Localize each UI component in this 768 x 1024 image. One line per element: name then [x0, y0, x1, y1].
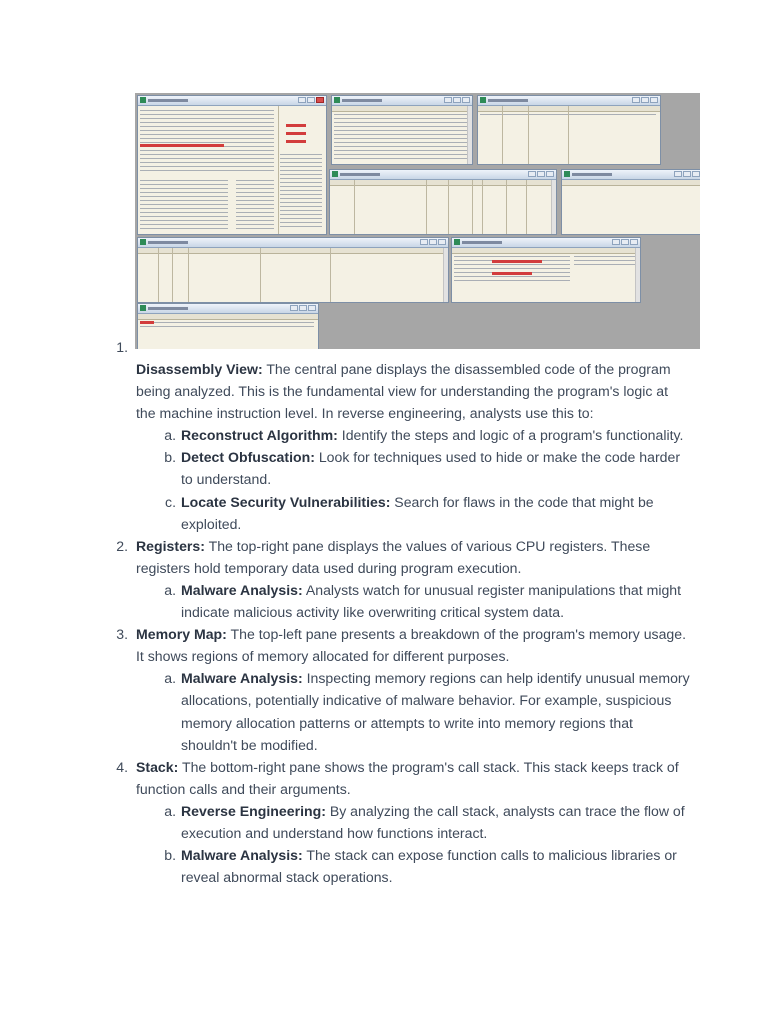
sub-term: Reverse Engineering:	[181, 802, 326, 819]
sub-text: Search for flaws in the code that might be exploited.	[181, 493, 654, 532]
list-item	[111, 336, 691, 535]
sub-letter: a.	[164, 802, 176, 819]
sub-term: Malware Analysis:	[181, 847, 303, 864]
item-number: 4.	[116, 758, 128, 775]
item-body	[136, 535, 691, 579]
item-body	[136, 623, 691, 667]
item-term: Memory Map:	[136, 626, 227, 643]
list-item	[111, 756, 691, 889]
sub-item	[136, 844, 691, 888]
sub-text: Inspecting memory regions can help identify unusual memory allocations, potentially indicative of malware behavior. For example, suspicious memory allocation patterns or attempts to write into memory regions that shouldn't be modified.	[181, 670, 690, 753]
sub-term: Malware Analysis:	[181, 670, 303, 687]
sub-text: By analyzing the call stack, analysts can trace the flow of execution and understand how functions interact.	[181, 802, 685, 841]
item-text: The central pane displays the disassembled code of the program being analyzed. This is the fundamental view for understanding the program's logic at the machine instruction level. In reverse engineering, analysts use this to:	[136, 361, 671, 422]
sub-item	[136, 424, 691, 446]
feature-list	[111, 336, 691, 888]
cpu-window	[137, 95, 327, 235]
handles-window	[137, 237, 449, 303]
item-body	[136, 756, 691, 800]
sub-letter: b.	[164, 449, 176, 466]
item-term: Registers:	[136, 537, 205, 554]
sub-item	[136, 667, 691, 755]
item-term: Disassembly View:	[136, 361, 263, 377]
breakpoints-window	[477, 95, 661, 165]
sub-item	[136, 800, 691, 844]
windows-list-window	[329, 169, 557, 235]
item-term: Stack:	[136, 758, 179, 775]
item-number: 2.	[116, 537, 128, 554]
sub-term: Reconstruct Algorithm:	[181, 427, 338, 444]
item-number: 3.	[116, 626, 128, 643]
sub-item	[136, 579, 691, 623]
item-text: The top-right pane displays the values of various CPU registers. These registers hold temporary data used during program execution.	[136, 537, 651, 576]
sub-letter: a.	[164, 670, 176, 687]
sub-letter: a.	[164, 581, 176, 598]
sub-text: Analysts watch for unusual register manipulations that might indicate malicious activity like overwriting critical system data.	[181, 581, 682, 621]
memory-map-window	[331, 95, 473, 165]
item-body	[136, 358, 691, 424]
sub-letter: b.	[164, 847, 176, 864]
sub-item	[136, 491, 691, 535]
sub-letter: a.	[164, 427, 176, 444]
item-number: 1.	[116, 339, 128, 355]
sub-letter: c.	[165, 493, 176, 510]
sub-item	[136, 446, 691, 490]
item-text: The bottom-right pane shows the program's call stack. This stack keeps track of function calls and their arguments.	[136, 758, 679, 797]
list-item	[111, 623, 691, 756]
sub-text: Identify the steps and logic of a program's functionality.	[337, 427, 684, 444]
item-text: The top-left pane presents a breakdown of the program's memory usage. It shows regions of memory allocated for different purposes.	[136, 626, 687, 665]
sub-text: The stack can expose function calls to malicious libraries or reveal abnormal stack operations.	[181, 847, 677, 886]
call-stack-window	[451, 237, 641, 303]
list-item	[111, 535, 691, 623]
sub-text: Look for techniques used to hide or make the code harder to understand.	[181, 449, 681, 488]
sub-term: Malware Analysis:	[181, 581, 303, 598]
debugger-screenshot	[135, 93, 700, 349]
sub-term: Detect Obfuscation:	[181, 449, 315, 466]
threads-window	[561, 169, 700, 235]
sub-term: Locate Security Vulnerabilities:	[181, 493, 391, 510]
